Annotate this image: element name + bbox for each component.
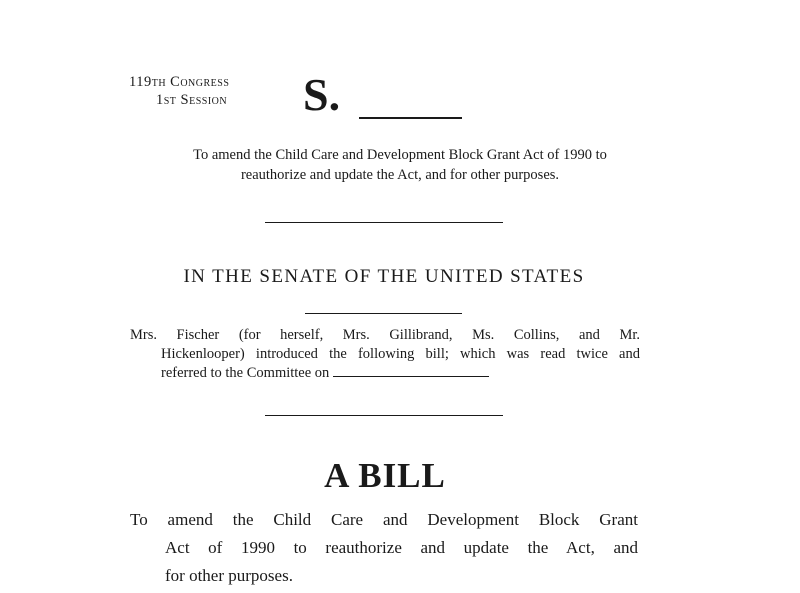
bill-number-prefix: S. — [303, 69, 341, 120]
divider-rule — [265, 415, 503, 416]
divider-rule — [265, 222, 503, 223]
action-line-committee — [130, 364, 640, 383]
committee-name-blank — [333, 376, 489, 377]
congress-number: 119th Congress — [129, 74, 230, 90]
action-line-text: referred to the Committee on — [161, 365, 330, 381]
short-title — [130, 145, 670, 185]
session-number: 1st Session — [156, 92, 228, 108]
short-title-line: To amend the Child Care and Development Block Grant Act of 1990 to — [193, 147, 607, 163]
action-line: Mrs. Fischer (for herself, Mrs. Gillibrand, Ms. Collins, and Mr. — [130, 327, 640, 343]
long-title-line: Act of 1990 to reauthorize and update the Act, and — [165, 538, 638, 557]
action-line: Hickenlooper) introduced the following bill; which was read twice and — [161, 346, 640, 362]
introduction-statement — [130, 326, 640, 383]
bill-number-blank — [359, 117, 462, 119]
long-title — [130, 506, 638, 590]
chamber-heading: IN THE SENATE OF THE UNITED STATES — [183, 266, 585, 287]
long-title-line: for other purposes. — [165, 566, 293, 585]
divider-rule — [305, 313, 462, 314]
bill-heading: A BILL — [324, 456, 446, 495]
long-title-line: To amend the Child Care and Development Block Grant — [130, 510, 638, 529]
short-title-line: reauthorize and update the Act, and for other purposes. — [240, 167, 560, 183]
